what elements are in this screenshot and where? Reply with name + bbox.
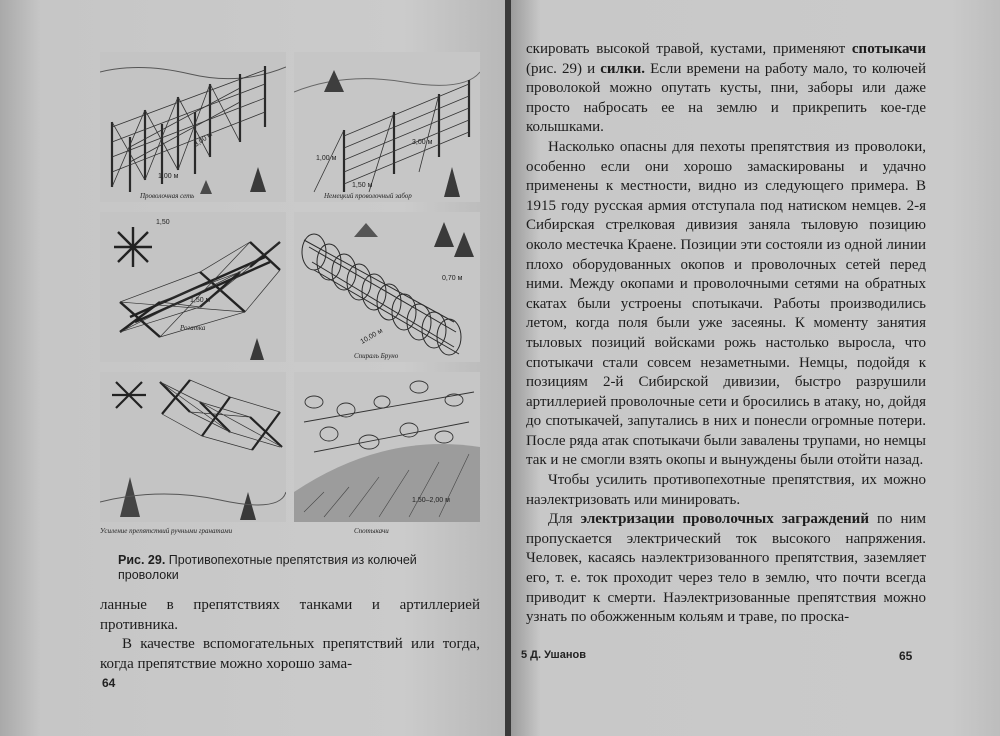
- figure-panel-bruno-spiral: [294, 212, 480, 362]
- panel-caption: Усиление препятствий ручными гранатами: [100, 527, 233, 535]
- figure-caption: [118, 553, 468, 583]
- svg-text:1,50 м: 1,50 м: [352, 182, 373, 189]
- paragraph: Насколько опасны для пехоты препятствия из проволоки, особенно если они хорошо замаскированы и удачно применены к местности, видно из следующего примера. В 1915 году русская армия отступала под натиском немцев. 2-я Сибирская стрелковая дивизия заняла тыловую позицию около местечка Краене. Позиции эти состояли из одной линии плохо оборудованных окопов и проволочных сетей перед ними. Между окопами и проволочными сетями на обратных скатах были устроены спотыкачи. Работы производились летом, когда поля были уже засеяны. К моменту занятия тыловых позиций войсками рожь настолько выросла, что спотыкачи стали совсем незаметными. Немцы, подойдя к позициям 2-й Сибирской дивизии, быстро разрушили артиллерией проволочные сети и бросились в атаку, но, дойдя до спотыкачей, запутались в них и понесли огромные потери. После ряда атак спотыкачи были завалены трупами, но немцы так и не смогли взять окопы и вынуждены были отойти назад.: [526, 138, 926, 469]
- svg-text:1,50–2,00 м: 1,50–2,00 м: [412, 497, 450, 504]
- paragraph: ланные в препятствиях танками и артиллерией противника.: [100, 597, 480, 633]
- text-run: скировать высокой травой, кустами, применяют: [526, 41, 852, 57]
- bold-term: спотыкачи: [851, 41, 926, 57]
- right-page-body: [526, 40, 926, 628]
- left-page-body: [100, 596, 480, 674]
- svg-text:1,50 м: 1,50 м: [190, 297, 211, 304]
- figure-panel-grenades: [100, 372, 286, 535]
- bold-term: силки.: [600, 60, 645, 77]
- svg-text:10,00 м: 10,00 м: [359, 327, 385, 346]
- panel-caption: Немецкий проволочный забор: [324, 192, 412, 200]
- paragraph: Чтобы усилить противопехотные препятствия, их можно наэлектризовать или минировать.: [526, 472, 926, 508]
- text-run: по ним пропускается электрический ток высокого напряжения. Человек, касаясь наэлектризованного препятствия, заземляет его, т. е. ток проходит через тело в землю, что почти всегда приводит к смерти. Наэлектризованные препятствия можно узнать по обожженным кольям и траве, по проска-: [526, 511, 926, 626]
- figure-caption-label: Рис. 29.: [118, 553, 166, 567]
- figure-29: [100, 52, 480, 537]
- page-number: 65: [899, 649, 913, 663]
- figure-panel-trip-wires: [294, 372, 480, 535]
- svg-text:3,00 м: 3,00 м: [412, 139, 433, 146]
- svg-text:1,50: 1,50: [156, 219, 170, 226]
- svg-text:1,00 м: 1,00 м: [316, 155, 337, 162]
- figure-panel-wire-net: [100, 52, 286, 202]
- rogatka-illustration: [100, 212, 286, 362]
- paragraph: [526, 40, 926, 138]
- text-run: Для: [548, 511, 581, 528]
- panel-caption: Рогатка: [180, 324, 206, 332]
- paragraph: В качестве вспомогательных препятствий или тогда, когда препятствие можно хорошо зама-: [100, 636, 480, 672]
- panel-caption: Спираль Бруно: [354, 352, 399, 360]
- printer-signature: 5 Д. Ушанов: [521, 649, 586, 661]
- page-number: 64: [102, 676, 116, 690]
- text-run: Если времени на работу мало, то колючей проволокой можно опутать кусты, пни, заборы или даже просто набросать ее на землю и прикрепить кое-где колышками.: [526, 60, 926, 136]
- right-page: [511, 0, 1000, 736]
- figure-caption-text: Противопехотные препятствия из колючей проволоки: [118, 553, 417, 582]
- svg-text:1,00 м: 1,00 м: [158, 173, 179, 180]
- svg-text:0,70 м: 0,70 м: [442, 275, 463, 282]
- german-fence-illustration: [294, 52, 480, 202]
- bold-term: электризации проволочных заграждений: [580, 511, 869, 528]
- panel-caption: Спотыкачи: [354, 527, 389, 535]
- trip-wires-illustration: [294, 372, 480, 522]
- text-run: (рис. 29) и: [526, 60, 601, 77]
- bruno-spiral-illustration: [294, 212, 480, 362]
- svg-text:3,00 м: 3,00 м: [193, 131, 214, 149]
- wire-net-illustration: [100, 52, 286, 202]
- figure-panel-rogatka: [100, 212, 286, 362]
- paragraph: [526, 510, 926, 628]
- figure-panel-german-fence: [294, 52, 480, 202]
- panel-caption: Проволочная сеть: [140, 192, 195, 200]
- grenades-illustration: [100, 372, 286, 522]
